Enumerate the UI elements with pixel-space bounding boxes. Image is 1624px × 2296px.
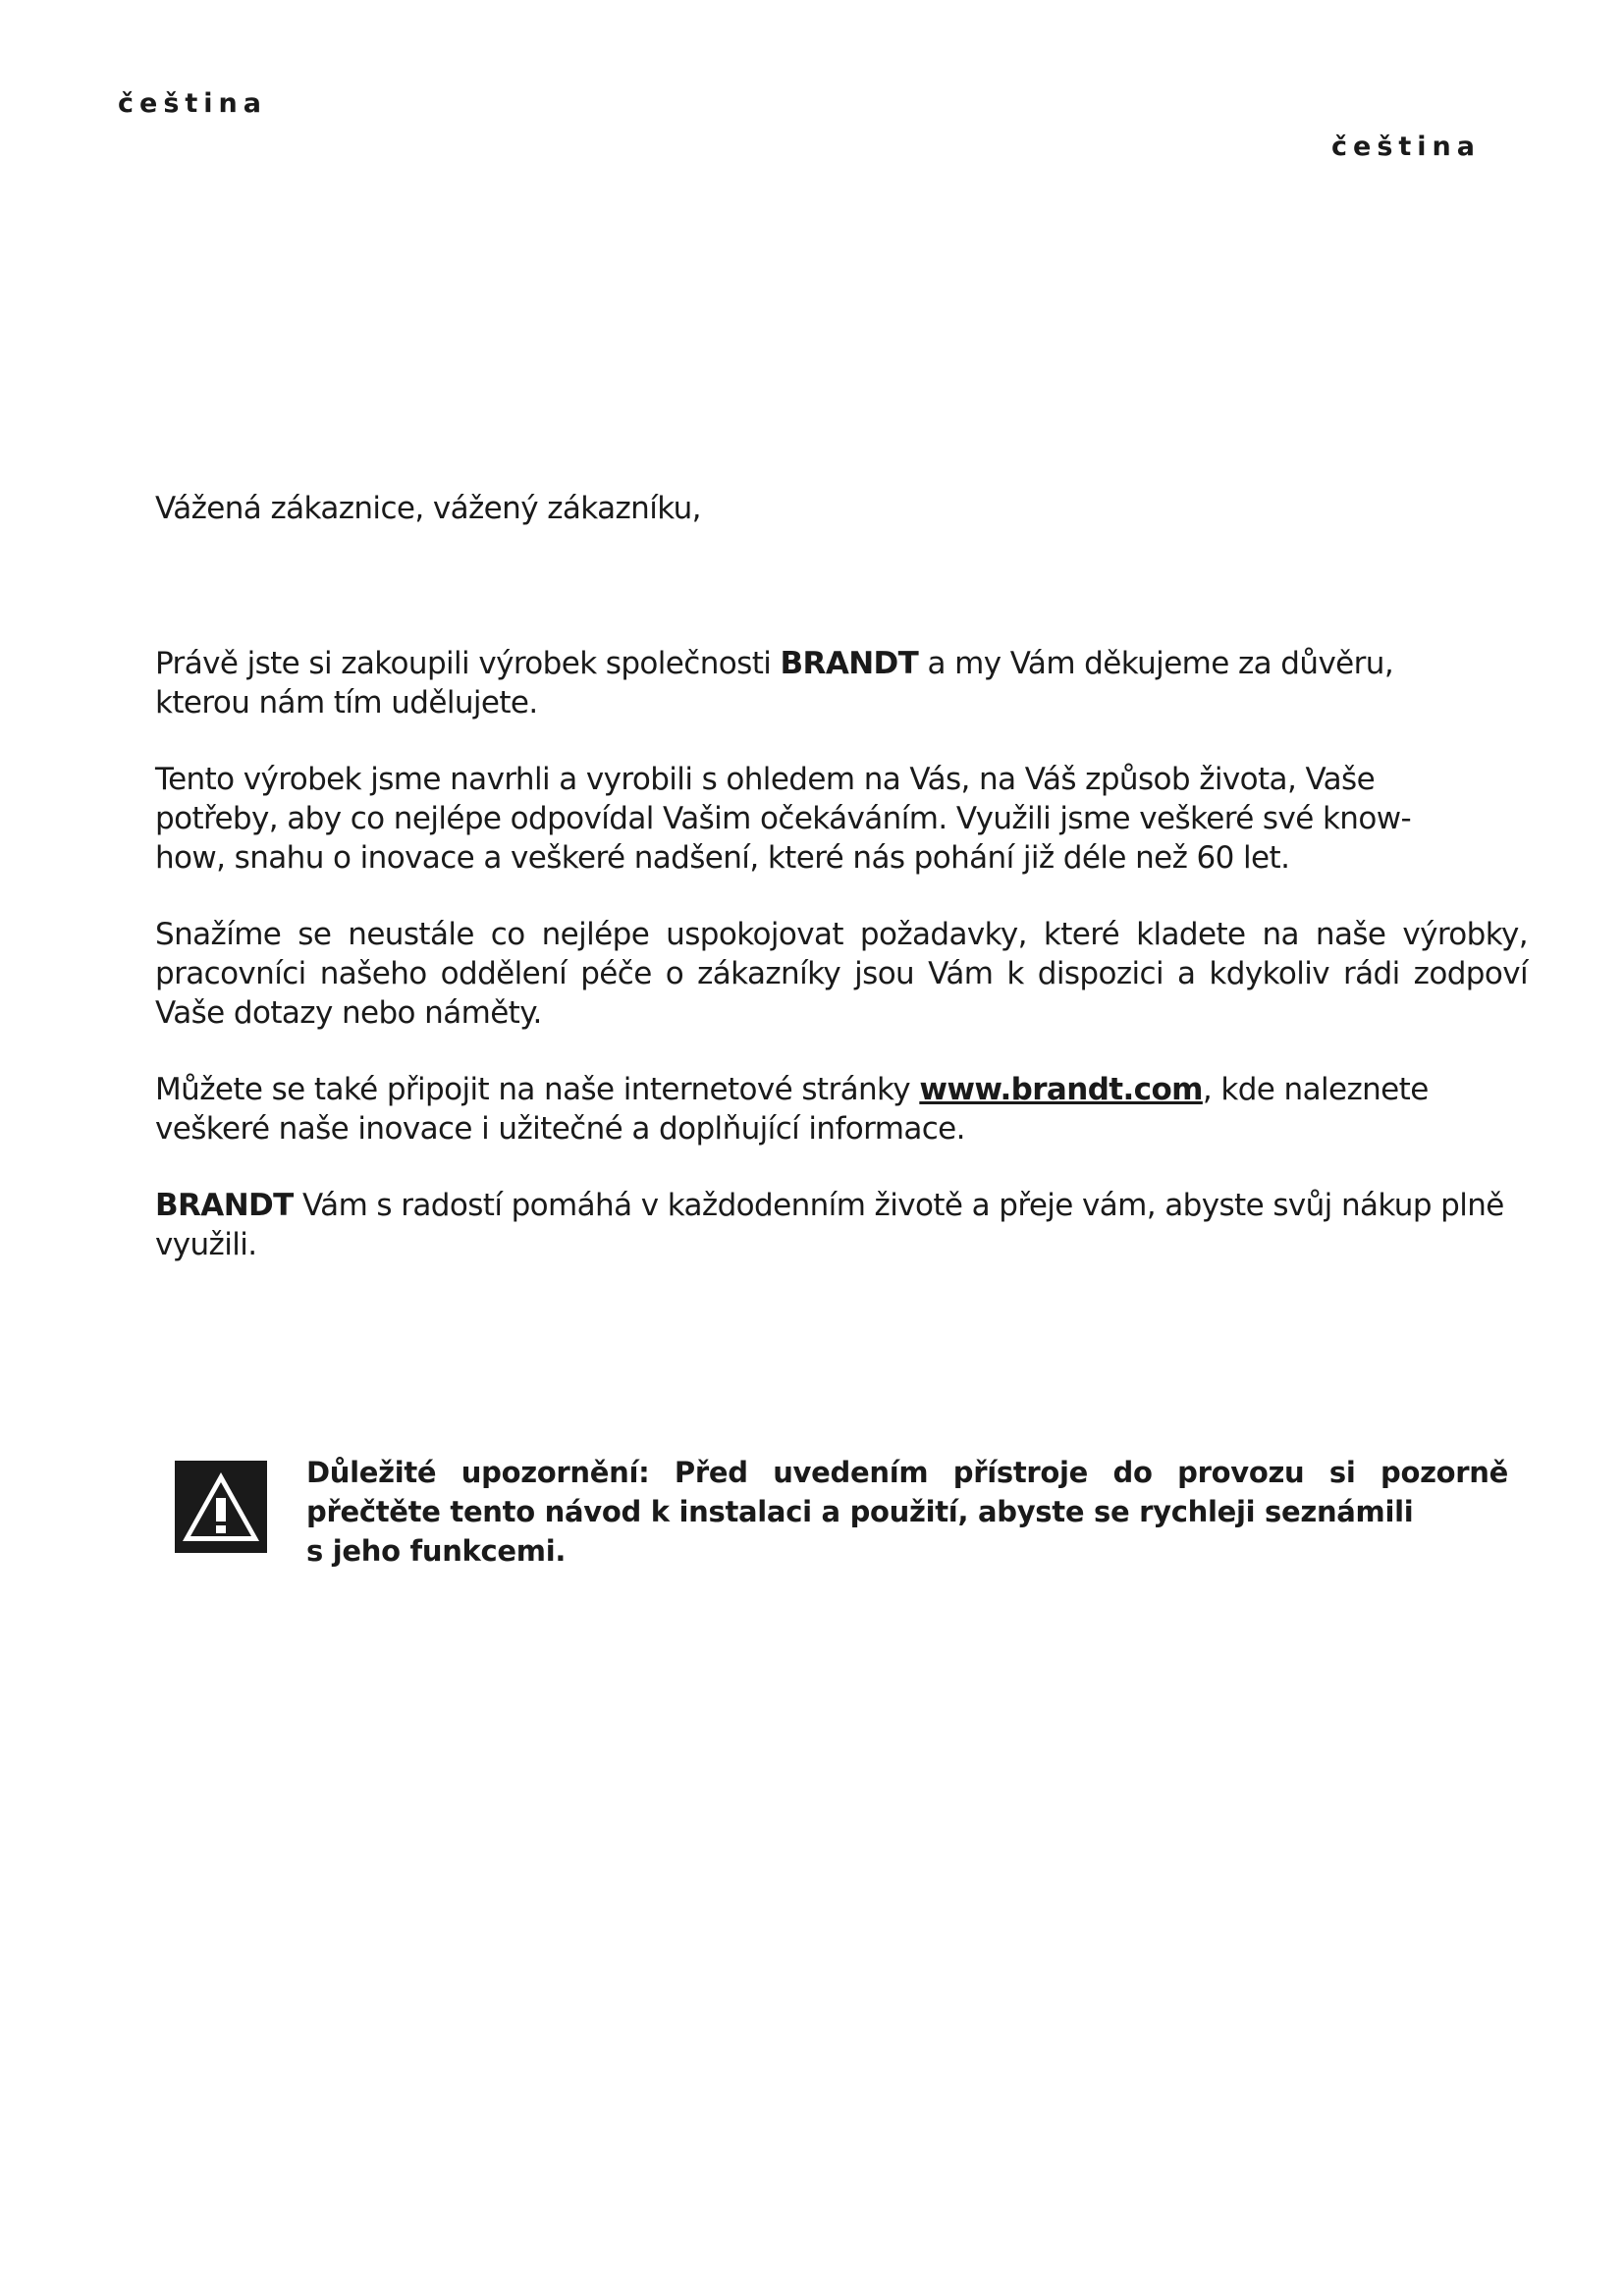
paragraph-website-text-start: Můžete se také připojit na naše internetové stránky bbox=[155, 1072, 920, 1107]
website-link[interactable]: www.brandt.com bbox=[919, 1072, 1203, 1107]
notice-line-2: přečtěte tento návod k instalaci a použití, abyste se rychleji seznámili bbox=[306, 1495, 1414, 1528]
brand-name-closing: BRANDT bbox=[155, 1188, 294, 1223]
greeting: Vážená zákaznice, vážený zákazníku, bbox=[155, 491, 701, 526]
paragraph-thanks-text-start: Právě jste si zakoupili výrobek společnosti bbox=[155, 646, 781, 681]
language-label-right: čeština bbox=[1331, 132, 1481, 162]
notice-text bbox=[306, 1453, 1508, 1571]
paragraph-thanks-text-end: a my Vám děkujeme za důvěru, kterou nám tím udělujete. bbox=[155, 646, 1394, 721]
warning-triangle-icon bbox=[175, 1461, 267, 1553]
brand-name: BRANDT bbox=[780, 646, 919, 681]
paragraph-design: Tento výrobek jsme navrhli a vyrobili s ohledem na Vás, na Váš způsob života, Vaše potřeby, aby co nejlépe odpovídal Vašim očekáváním. Využili jsme veškeré své know-how, snahu o inovace a veškeré nadšení, které nás pohání již déle než 60 let. bbox=[155, 762, 1412, 876]
paragraph-website-text-end: , kde naleznete veškeré naše inovace i užitečné a doplňující informace. bbox=[155, 1072, 1429, 1147]
paragraph-thanks bbox=[155, 644, 1471, 722]
language-label-left: čeština bbox=[118, 88, 267, 119]
paragraph-closing-text: Vám s radostí pomáhá v každodenním životě a přeje vám, abyste svůj nákup plně využili. bbox=[155, 1188, 1504, 1262]
paragraph-closing bbox=[155, 1186, 1510, 1264]
notice-line-1: Důležité upozornění: Před uvedením přístroje do provozu si pozorně bbox=[306, 1456, 1508, 1489]
paragraph-website bbox=[155, 1070, 1471, 1148]
paragraph-customer-care: Snažíme se neustále co nejlépe uspokojovat požadavky, které kladete na naše výrobky, pracovníci našeho oddělení péče o zákazníky jsou Vám k dispozici a kdykoliv rádi zodpoví Vaše dotazy nebo náměty. bbox=[155, 917, 1528, 1031]
welcome-letter bbox=[155, 489, 1530, 1302]
notice-line-3: s jeho funkcemi. bbox=[306, 1534, 567, 1568]
